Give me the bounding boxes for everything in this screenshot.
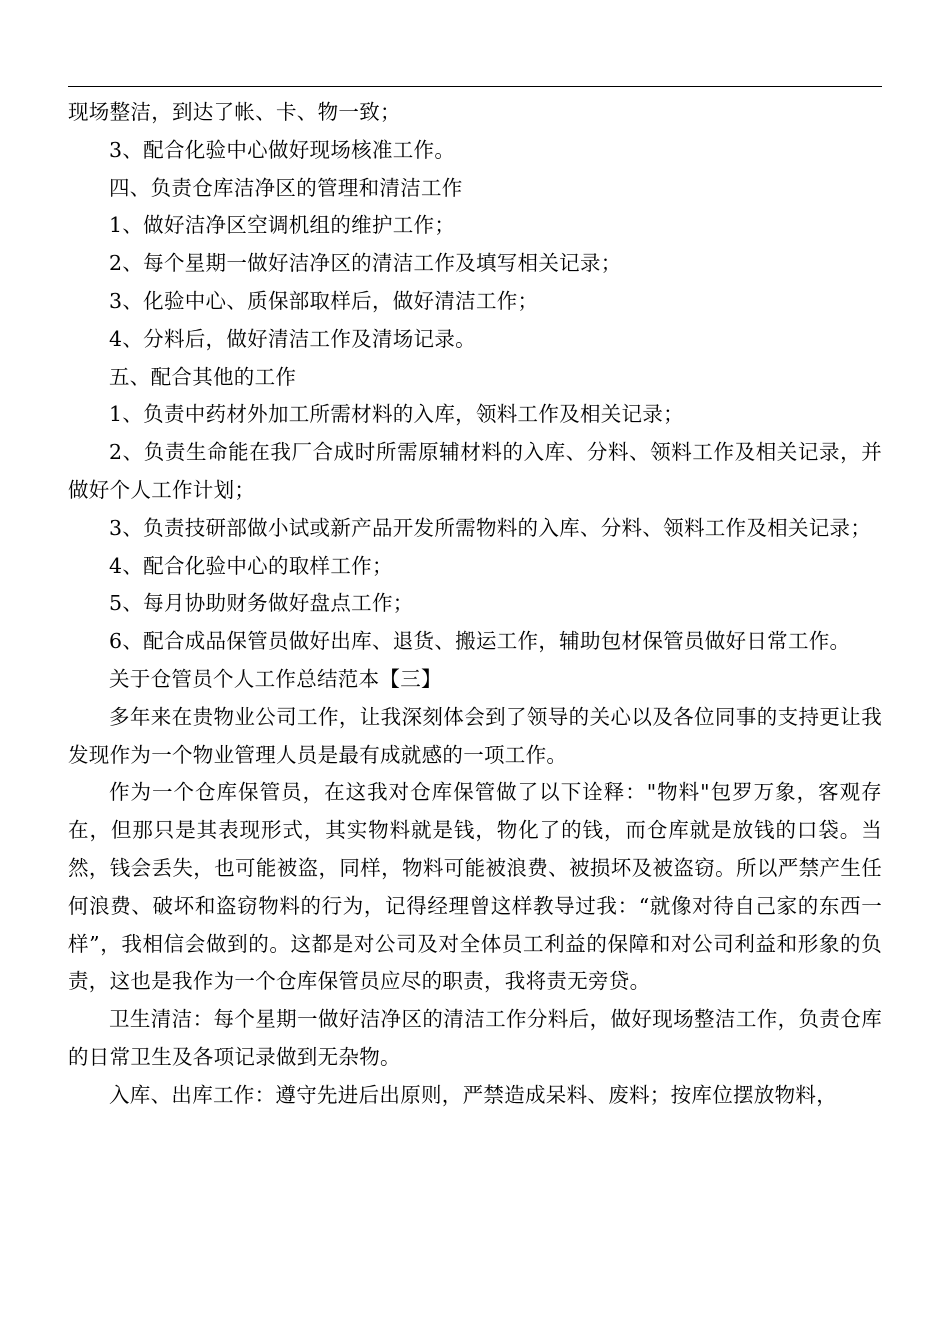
paragraph: 1、负责中药材外加工所需材料的入库，领料工作及相关记录； [109,402,684,427]
document-body [68,94,882,1115]
paragraph: 现场整洁，到达了帐、卡、物一致； [68,100,401,124]
paragraph: 3、化验中心、质保部取样后，做好清洁工作； [109,288,539,313]
paragraph: 入库、出库工作：遵守先进后出原则，严禁造成呆料、废料；按库位摆放物料， [109,1082,837,1107]
paragraph: 作为一个仓库保管员，在这我对仓库保管做了以下诠释："物料"包罗万象，客观存在，但那只是其表现形式，其实物料就是钱，物化了的钱，而仓库就是放钱的口袋。当然，钱会丢失，也可能被盗，同样，物料可能被浪费、被损坏及被盗窃。所以严禁产生任何浪费、破坏和盗窃物料的行为，记得经理曾这样教导过我：“就像对待自己家的东西一样”，我相信会做到的。这都是对公司及对全体员工利益的保障和对公司利益和形象的负责，这也是我作为一个仓库保管员应尽的职责，我将责无旁贷。 [68,780,882,994]
paragraph: 6、配合成品保管员做好出库、退货、搬运工作，辅助包材保管员做好日常工作。 [109,629,851,654]
paragraph: 5、每月协助财务做好盘点工作； [109,591,414,616]
paragraph: 2、每个星期一做好洁净区的清洁工作及填写相关记录； [109,251,622,276]
paragraph: 2、负责生命能在我厂合成时所需原辅材料的入库、分料、领料工作及相关记录，并做好个人工作计划； [68,440,882,502]
paragraph: 3、负责技研部做小试或新产品开发所需物料的入库、分料、领料工作及相关记录； [109,515,872,540]
section-heading: 四、负责仓库洁净区的管理和清洁工作 [109,175,463,200]
article-title: 关于仓管员个人工作总结范本【三】 [109,666,442,691]
paragraph: 3、配合化验中心做好现场核准工作。 [109,137,456,162]
paragraph: 4、配合化验中心的取样工作； [109,553,393,578]
section-heading: 五、配合其他的工作 [109,364,297,389]
paragraph: 多年来在贵物业公司工作，让我深刻体会到了领导的关心以及各位同事的支持更让我发现作为一个物业管理人员是最有成就感的一项工作。 [68,704,882,767]
paragraph: 1、做好洁净区空调机组的维护工作； [109,213,456,238]
paragraph: 4、分料后，做好清洁工作及清场记录。 [109,326,476,351]
header-rule [68,86,882,87]
paragraph: 卫生清洁：每个星期一做好洁净区的清洁工作分料后，做好现场整洁工作，负责仓库的日常卫生及各项记录做到无杂物。 [68,1007,882,1069]
